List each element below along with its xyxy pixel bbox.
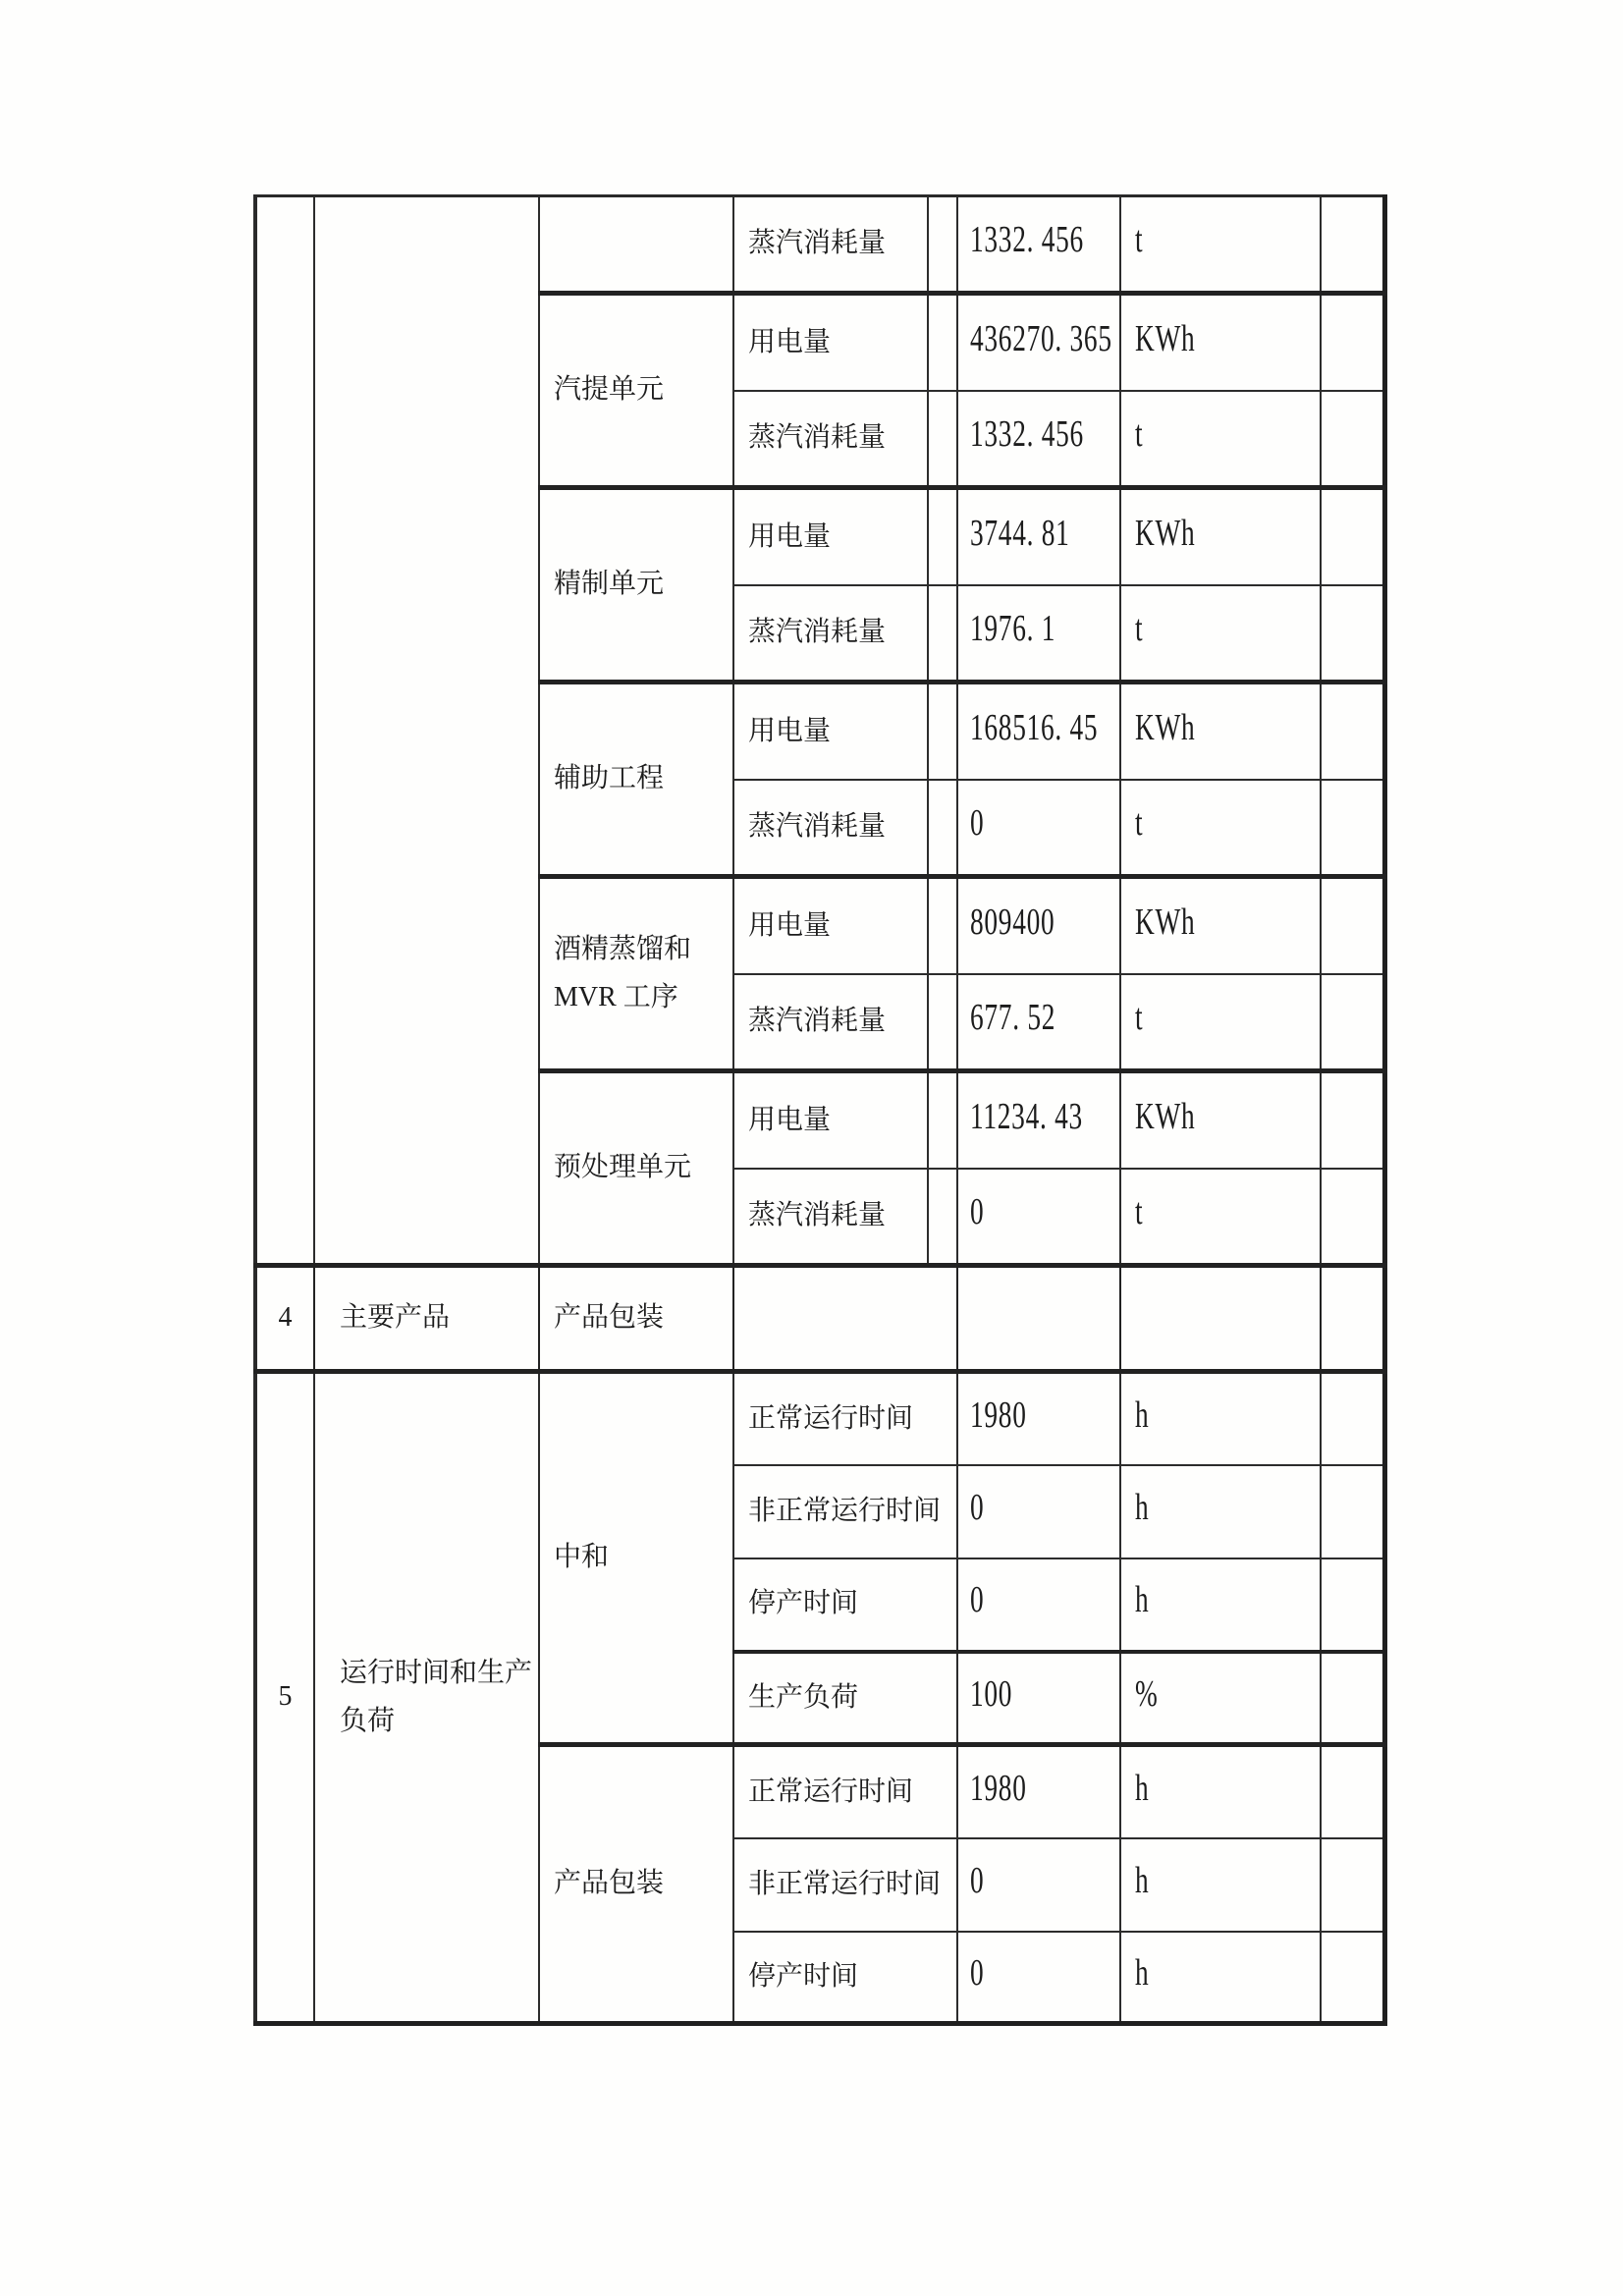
unit-label-cell — [1120, 1071, 1321, 1169]
value-cell — [957, 1465, 1120, 1558]
row-number-cell: 5 — [255, 1372, 314, 2024]
unit-label-cell — [1120, 1465, 1321, 1558]
unit-label-text: h — [1135, 1859, 1150, 1901]
metric-label-cell: 停产时间 — [733, 1558, 957, 1652]
metric-label-cell: 蒸汽消耗量 — [733, 974, 928, 1071]
metric-label-cell: 蒸汽消耗量 — [733, 391, 928, 488]
row-number-cell — [255, 196, 314, 1266]
value-text: 11234. 43 — [970, 1095, 1083, 1137]
value-cell — [957, 488, 1120, 585]
trailing-empty-cell — [1321, 1838, 1384, 1932]
metric-label-cell: 蒸汽消耗量 — [733, 780, 928, 877]
value-cell — [957, 974, 1120, 1071]
value-text: 436270. 365 — [970, 317, 1112, 359]
category-cell: 主要产品 — [314, 1266, 539, 1372]
value-text: 0 — [970, 1951, 985, 1994]
value-text: 1976. 1 — [970, 608, 1056, 650]
value-cell — [957, 294, 1120, 391]
metric-label-cell: 正常运行时间 — [733, 1745, 957, 1838]
unit-label-cell — [1120, 585, 1321, 683]
metric-label-cell: 停产时间 — [733, 1932, 957, 2024]
metric-label-cell: 蒸汽消耗量 — [733, 196, 928, 294]
value-text: 168516. 45 — [970, 706, 1099, 748]
metric-label-cell: 用电量 — [733, 683, 928, 780]
metric-label-cell: 蒸汽消耗量 — [733, 585, 928, 683]
value-text: 1980 — [970, 1767, 1027, 1809]
unit-label-cell — [1120, 1266, 1321, 1372]
unit-label-text: t — [1135, 608, 1144, 650]
unit-name-cell — [539, 196, 733, 294]
value-cell — [957, 391, 1120, 488]
unit-label-text: t — [1135, 997, 1144, 1039]
unit-label-text: t — [1135, 413, 1144, 456]
metric-label-cell: 蒸汽消耗量 — [733, 1169, 928, 1266]
value-cell — [957, 1838, 1120, 1932]
value-text: 1980 — [970, 1394, 1027, 1436]
unit-label-cell — [1120, 1932, 1321, 2024]
value-cell — [957, 1071, 1120, 1169]
metric-label-cell: 非正常运行时间 — [733, 1465, 957, 1558]
value-cell — [957, 1558, 1120, 1652]
metric-label-cell: 生产负荷 — [733, 1652, 957, 1745]
spacer-cell — [928, 683, 957, 780]
trailing-empty-cell — [1321, 1169, 1384, 1266]
trailing-empty-cell — [1321, 585, 1384, 683]
metric-label-cell: 用电量 — [733, 294, 928, 391]
unit-label-text: KWh — [1135, 317, 1196, 359]
value-text: 809400 — [970, 901, 1055, 943]
unit-name-cell: 产品包装 — [539, 1266, 733, 1372]
metric-label-cell: 用电量 — [733, 877, 928, 974]
trailing-empty-cell — [1321, 196, 1384, 294]
value-cell — [957, 585, 1120, 683]
value-cell — [957, 1745, 1120, 1838]
unit-label-cell — [1120, 1838, 1321, 1932]
category-cell — [314, 196, 539, 1266]
value-text: 0 — [970, 802, 985, 845]
unit-name-cell: 酒精蒸馏和MVR 工序 — [539, 877, 733, 1071]
value-cell — [957, 1169, 1120, 1266]
unit-name-cell: 产品包装 — [539, 1745, 733, 2024]
unit-label-cell — [1120, 196, 1321, 294]
value-cell — [957, 196, 1120, 294]
unit-label-cell — [1120, 1372, 1321, 1465]
trailing-empty-cell — [1321, 294, 1384, 391]
spacer-cell — [928, 196, 957, 294]
trailing-empty-cell — [1321, 780, 1384, 877]
value-text: 0 — [970, 1859, 985, 1901]
unit-label-text: h — [1135, 1486, 1150, 1528]
unit-label-text: h — [1135, 1579, 1150, 1621]
value-text: 1332. 456 — [970, 413, 1084, 456]
unit-label-text: % — [1135, 1672, 1159, 1715]
unit-label-cell — [1120, 1169, 1321, 1266]
unit-label-text: t — [1135, 1191, 1144, 1233]
value-cell — [957, 780, 1120, 877]
spacer-cell — [928, 488, 957, 585]
unit-name-cell: 精制单元 — [539, 488, 733, 683]
trailing-empty-cell — [1321, 683, 1384, 780]
unit-name-cell: 辅助工程 — [539, 683, 733, 877]
unit-label-text: t — [1135, 802, 1144, 845]
trailing-empty-cell — [1321, 391, 1384, 488]
unit-label-cell — [1120, 294, 1321, 391]
production-data-table — [253, 194, 1387, 2026]
unit-label-text: KWh — [1135, 706, 1196, 748]
unit-label-cell — [1120, 877, 1321, 974]
spacer-cell — [928, 391, 957, 488]
value-text: 0 — [970, 1486, 985, 1528]
metric-label-cell: 用电量 — [733, 1071, 928, 1169]
spacer-cell — [928, 974, 957, 1071]
spacer-cell — [928, 877, 957, 974]
unit-label-text: KWh — [1135, 901, 1196, 943]
trailing-empty-cell — [1321, 1558, 1384, 1652]
value-cell — [957, 1372, 1120, 1465]
spacer-cell — [928, 1169, 957, 1266]
unit-label-cell — [1120, 974, 1321, 1071]
value-cell — [957, 683, 1120, 780]
value-text: 100 — [970, 1672, 1013, 1715]
unit-label-text: KWh — [1135, 512, 1196, 554]
trailing-empty-cell — [1321, 1745, 1384, 1838]
spacer-cell — [928, 1071, 957, 1169]
trailing-empty-cell — [1321, 1372, 1384, 1465]
unit-label-cell — [1120, 683, 1321, 780]
unit-name-cell: 汽提单元 — [539, 294, 733, 488]
unit-label-text: t — [1135, 219, 1144, 261]
category-cell: 运行时间和生产负荷 — [314, 1372, 539, 2024]
trailing-empty-cell — [1321, 1652, 1384, 1745]
unit-label-text: h — [1135, 1394, 1150, 1436]
value-text: 3744. 81 — [970, 512, 1070, 554]
metric-label-cell: 正常运行时间 — [733, 1372, 957, 1465]
value-text: 0 — [970, 1191, 985, 1233]
spacer-cell — [928, 585, 957, 683]
spacer-cell — [928, 780, 957, 877]
value-cell — [957, 1266, 1120, 1372]
unit-name-cell: 预处理单元 — [539, 1071, 733, 1266]
unit-label-text: KWh — [1135, 1095, 1196, 1137]
value-cell — [957, 1652, 1120, 1745]
unit-label-cell — [1120, 1652, 1321, 1745]
value-text: 0 — [970, 1579, 985, 1621]
trailing-empty-cell — [1321, 1071, 1384, 1169]
trailing-empty-cell — [1321, 1266, 1384, 1372]
trailing-empty-cell — [1321, 1465, 1384, 1558]
value-cell — [957, 1932, 1120, 2024]
spacer-cell — [928, 294, 957, 391]
trailing-empty-cell — [1321, 488, 1384, 585]
metric-label-cell: 用电量 — [733, 488, 928, 585]
unit-label-text: h — [1135, 1951, 1150, 1994]
row-number-cell: 4 — [255, 1266, 314, 1372]
unit-label-cell — [1120, 391, 1321, 488]
trailing-empty-cell — [1321, 1932, 1384, 2024]
unit-label-cell — [1120, 1745, 1321, 1838]
unit-name-cell: 中和 — [539, 1372, 733, 1745]
trailing-empty-cell — [1321, 974, 1384, 1071]
unit-label-cell — [1120, 780, 1321, 877]
unit-label-cell — [1120, 1558, 1321, 1652]
trailing-empty-cell — [1321, 877, 1384, 974]
unit-label-text: h — [1135, 1767, 1150, 1809]
metric-label-cell: 非正常运行时间 — [733, 1838, 957, 1932]
unit-label-cell — [1120, 488, 1321, 585]
value-cell — [957, 877, 1120, 974]
metric-label-cell — [733, 1266, 957, 1372]
value-text: 677. 52 — [970, 997, 1056, 1039]
value-text: 1332. 456 — [970, 219, 1084, 261]
